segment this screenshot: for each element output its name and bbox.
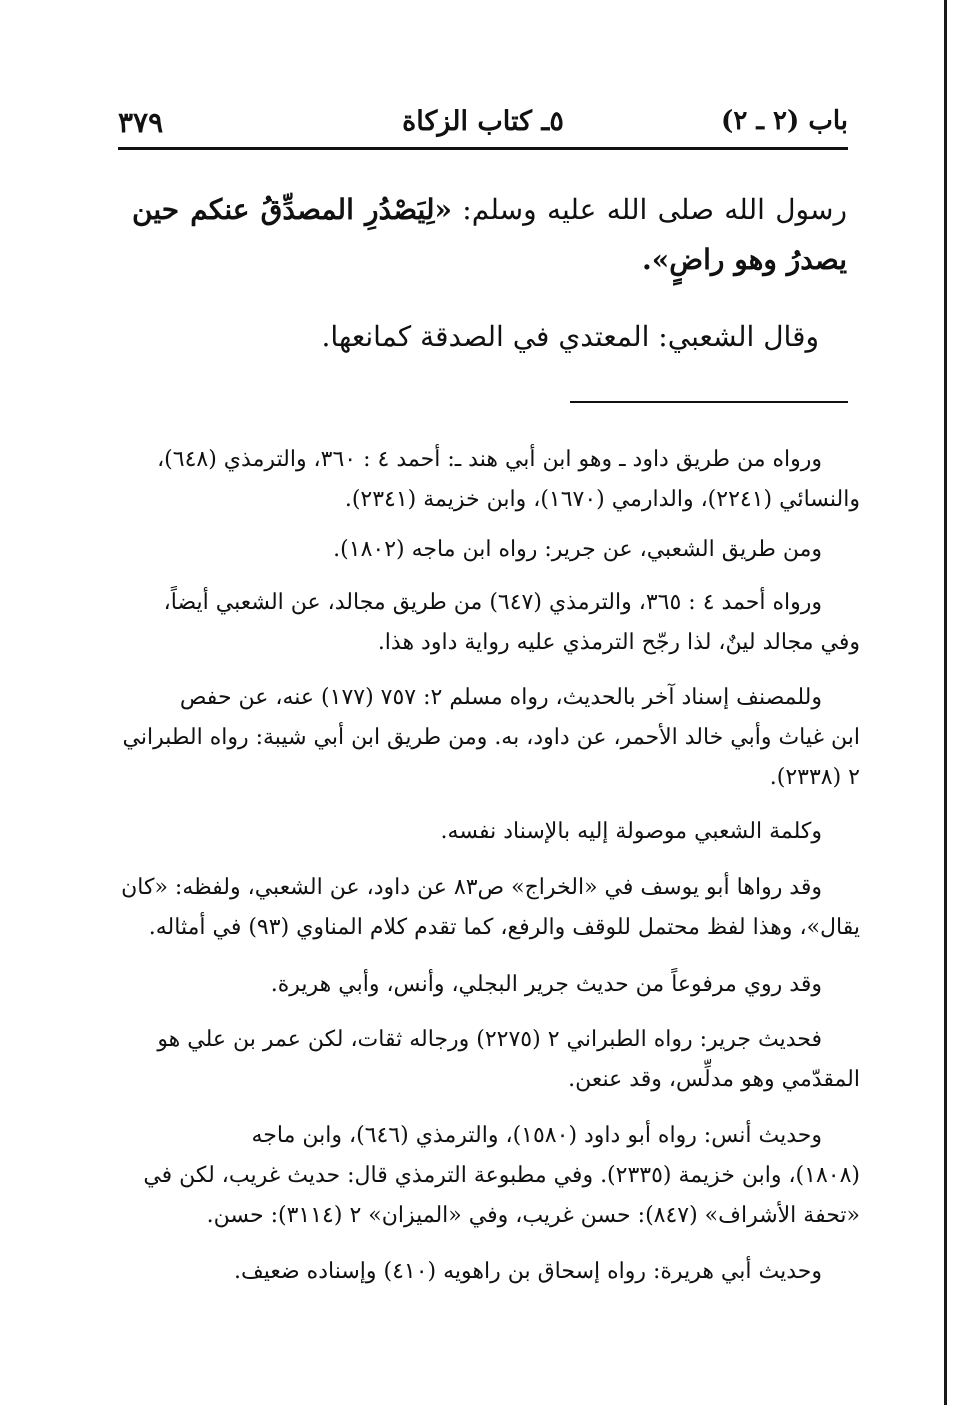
footnote-line: ٢ (٢٣٣٨).	[769, 765, 860, 790]
footnote-line: وفي مجالد لينٌ، لذا رجّح الترمذي عليه رواية داود هذا.	[377, 630, 860, 655]
footnote-3	[145, 583, 860, 663]
footnote-8	[145, 1020, 860, 1100]
hadith-lead: رسول الله صلى الله عليه وسلم:	[452, 193, 847, 226]
page-edge-line	[944, 0, 947, 1405]
footnote-line: وللمصنف إسناد آخر بالحديث، رواه مسلم ٢: ٧٥٧ (١٧٧) عنه، عن حفص	[179, 685, 822, 710]
header-rule	[118, 147, 848, 150]
running-header	[118, 100, 848, 150]
footnote-line: وقد رواها أبو يوسف في «الخراج» ص٨٣ عن داود، عن الشعبي، ولفظه: «كان	[121, 875, 822, 900]
footnote-line: فحديث جرير: رواه الطبراني ٢ (٢٢٧٥) ورجاله ثقات، لكن عمر بن علي هو	[157, 1027, 822, 1052]
footnote-line: ومن طريق الشعبي، عن جرير: رواه ابن ماجه (١٨٠٢).	[333, 537, 822, 562]
footnote-separator	[570, 401, 848, 403]
footnote-line: يقال»، وهذا لفظ محتمل للوقف والرفع، كما تقدم كلام المناوي (٩٣) في أمثاله.	[148, 915, 860, 940]
footnote-line: وحديث أبي هريرة: رواه إسحاق بن راهويه (٤١٠) وإسناده ضعيف.	[233, 1259, 822, 1284]
footnote-10	[145, 1252, 860, 1292]
footnote-5	[145, 812, 860, 852]
footnote-line: وكلمة الشعبي موصولة إليه بالإسناد نفسه.	[440, 819, 822, 844]
footnote-9	[145, 1116, 860, 1236]
main-paragraph-hadith	[132, 185, 847, 285]
footnote-line: «تحفة الأشراف» (٨٤٧): حسن غريب، وفي «الميزان» ٢ (٣١١٤): حسن.	[206, 1203, 860, 1228]
hadith-quote: «لِيَصْدُرِ المصدِّقُ عنكم حين يصدرُ وهو راضٍ».	[132, 193, 847, 276]
footnote-line: ابن غياث وأبي خالد الأحمر، عن داود، به. ومن طريق ابن أبي شيبة: رواه الطبراني	[122, 725, 860, 750]
footnote-line: (١٨٠٨)، وابن خزيمة (٢٣٣٥). وفي مطبوعة الترمذي قال: حديث غريب، لكن في	[143, 1163, 860, 1188]
page-number: ٣٧٩	[118, 106, 164, 139]
footnote-line: ورواه من طريق داود ـ وهو ابن أبي هند ـ: أحمد ٤ : ٣٦٠، والترمذي (٦٤٨)،	[157, 447, 822, 472]
footnote-line: والنسائي (٢٢٤١)، والدارمي (١٦٧٠)، وابن خزيمة (٢٣٤١).	[344, 487, 860, 512]
main-paragraph-shabi	[132, 312, 847, 362]
book-title: ٥ـ كتاب الزكاة	[402, 106, 564, 137]
footnote-2	[145, 530, 860, 570]
footnote-7	[145, 965, 860, 1005]
shabi-saying: وقال الشعبي: المعتدي في الصدقة كمانعها.	[321, 320, 819, 353]
footnote-6	[121, 868, 860, 948]
footnote-4	[122, 678, 860, 798]
footnote-line: ورواه أحمد ٤ : ٣٦٥، والترمذي (٦٤٧) من طريق مجالد، عن الشعبي أيضاً،	[163, 590, 822, 615]
footnote-line: وحديث أنس: رواه أبو داود (١٥٨٠)، والترمذي (٦٤٦)، وابن ماجه	[251, 1123, 822, 1148]
footnote-line: وقد روي مرفوعاً من حديث جرير البجلي، وأنس، وأبي هريرة.	[270, 972, 822, 997]
footnote-line: المقدّمي وهو مدلِّس، وقد عنعن.	[568, 1067, 860, 1092]
chapter-reference: باب (٢ ـ ٢)	[721, 106, 848, 136]
footnote-1	[145, 440, 860, 520]
